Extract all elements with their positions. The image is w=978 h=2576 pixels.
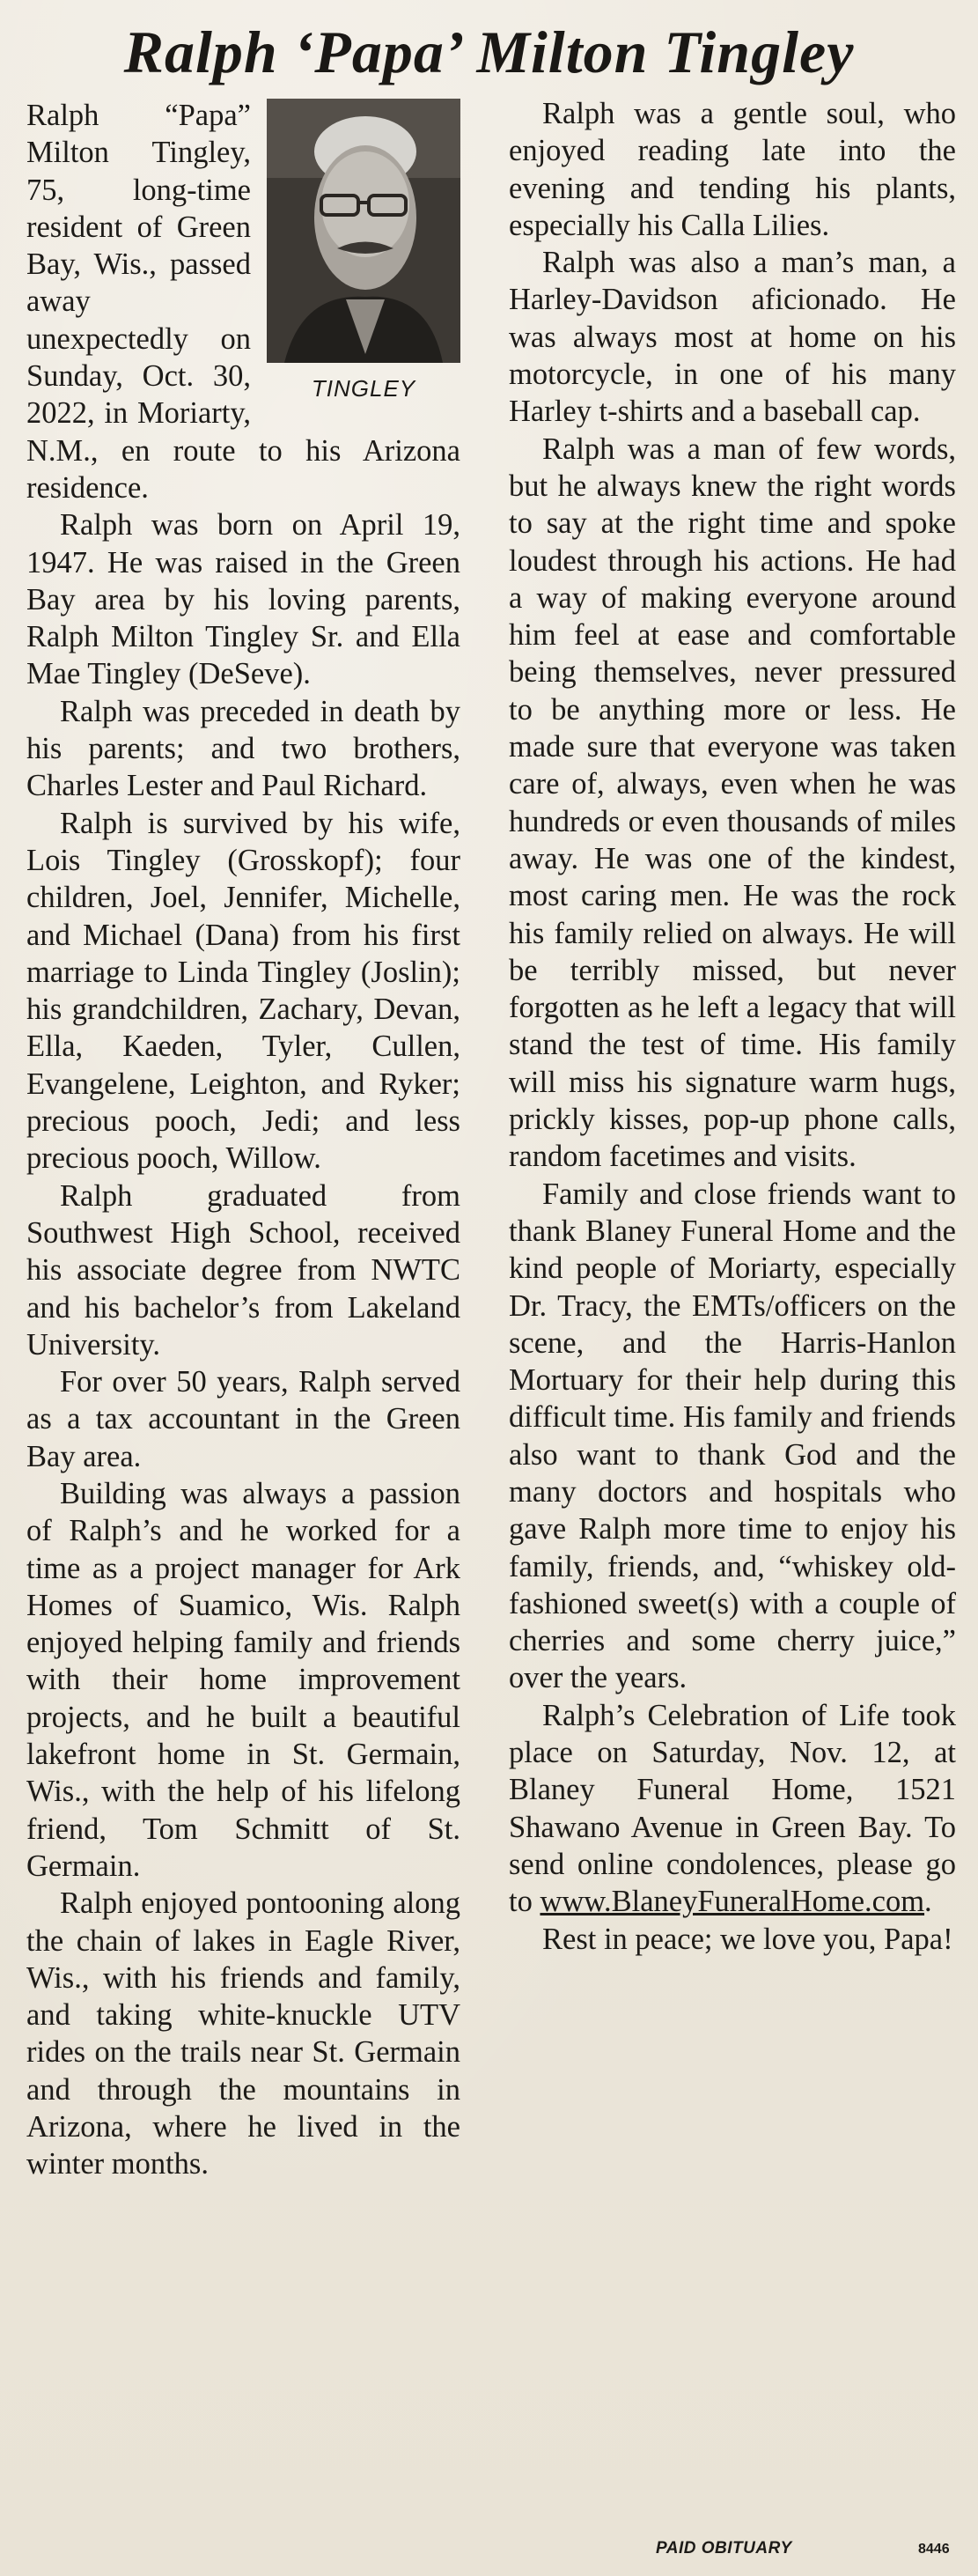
celebration-text: Ralph’s Celebration of Life took place on Saturday, Nov. 12, at Blaney Funeral Home, 1521 Shawano Avenue in Green Bay. To send online condolences, please go to xyxy=(509,1698,956,1919)
paragraph: Ralph “Papa” Milton Tingley, 75, long-time resident of Green Bay, Wis., passed away unexpectedly on Sunday, Oct. 30, 2022, in Moriarty, N.M., en route to his Arizona residence. xyxy=(26,99,460,505)
paragraph: Ralph is survived by his wife, Lois Tingley (Grosskopf); four children, Joel, Jennifer, Michelle, and Michael (Dana) from his first marriage to Linda Tingley (Joslin); his grandchildren, Zachary, Devan, Ella, Kaeden, Tyler, Cullen, Evangelene, Leighton, and Ryker; precious pooch, Jedi; and less precious pooch, Willow. xyxy=(26,806,460,1176)
paid-obituary-label: PAID OBITUARY xyxy=(656,2539,792,2558)
paragraph: Ralph enjoyed pontooning along the chain of lakes in Eagle River, Wis., with his friends and family, and taking white-knuckle UTV rides on the trails near St. Germain and through the mountains in Arizona, where he lived in the winter months. xyxy=(26,1886,460,2181)
paragraph: Ralph was also a man’s man, a Harley-Davidson aficionado. He was always most at home on his motorcycle, in one of his many Harley t-shirts and a baseball cap. xyxy=(509,246,956,429)
left-column xyxy=(26,97,460,2183)
paragraph: Family and close friends want to thank Blaney Funeral Home and the kind people of Moriarty, especially Dr. Tracy, the EMTs/officers on the scene, and the Harris-Hanlon Mortuary for their help during this difficult time. His family and friends also want to thank God and the many doctors and hospitals who gave Ralph more time to enjoy his family, friends, and, “whiskey old-fashioned sweet(s) with a couple of cherries and some cherry juice,” over the years. xyxy=(509,1177,956,1695)
photo-caption: TINGLEY xyxy=(311,375,416,402)
obituary-title: Ralph ‘Papa’ Milton Tingley xyxy=(123,18,855,85)
paragraph-with-link: Ralph’s Celebration of Life took place on Saturday, Nov. 12, at Blaney Funeral Home, 1521 Shawano Avenue in Green Bay. To send online condolences, please go to www.BlaneyFuneralHome.com. xyxy=(509,1698,956,1919)
paragraph: Ralph was a gentle soul, who enjoyed reading late into the evening and tending his plants, especially his Calla Lilies. xyxy=(509,97,956,242)
paragraph: Ralph was a man of few words, but he always knew the right words to say at the right time and spoke loudest through his actions. He had a way of making everyone around him feel at ease and comfortable being themselves, never pressured to be anything more or less. He made sure that everyone was taken care of, always, even when he was hundreds or even thousands of miles away. He was one of the kindest, most caring men. He was the rock his family relied on always. He will be terribly missed, but never forgotten as he left a legacy that will stand the test of time. His family will miss his signature warm hugs, prickly kisses, pop-up phone calls, random facetimes and visits. xyxy=(509,432,956,1174)
portrait-photo xyxy=(267,99,460,363)
paragraph: Ralph was preceded in death by his parents; and two brothers, Charles Lester and Paul Richard. xyxy=(26,694,460,803)
paragraph: Rest in peace; we love you, Papa! xyxy=(542,1922,953,1956)
portrait-illustration xyxy=(267,99,460,363)
paragraph: Building was always a passion of Ralph’s and he worked for a time as a project manager for Ark Homes of Suamico, Wis. Ralph enjoyed helping family and friends with their home improvement projects, and he built a beautiful lakefront home in St. Germain, Wis., with the help of his lifelong friend, Tom Schmitt of St. Germain. xyxy=(26,1476,460,1883)
paragraph: For over 50 years, Ralph served as a tax accountant in the Green Bay area. xyxy=(26,1365,460,1473)
right-column xyxy=(509,95,956,1958)
ad-number: 8446 xyxy=(918,2542,950,2557)
condolences-link[interactable]: www.BlaneyFuneralHome.com xyxy=(540,1885,925,1919)
portrait-block xyxy=(267,99,460,407)
paragraph: Ralph was born on April 19, 1947. He was raised in the Green Bay area by his loving parents, Ralph Milton Tingley Sr. and Ella Mae Tingley (DeSeve). xyxy=(26,508,460,691)
paragraph: Ralph graduated from Southwest High School, received his associate degree from NWTC and his bachelor’s from Lakeland University. xyxy=(26,1178,460,1362)
